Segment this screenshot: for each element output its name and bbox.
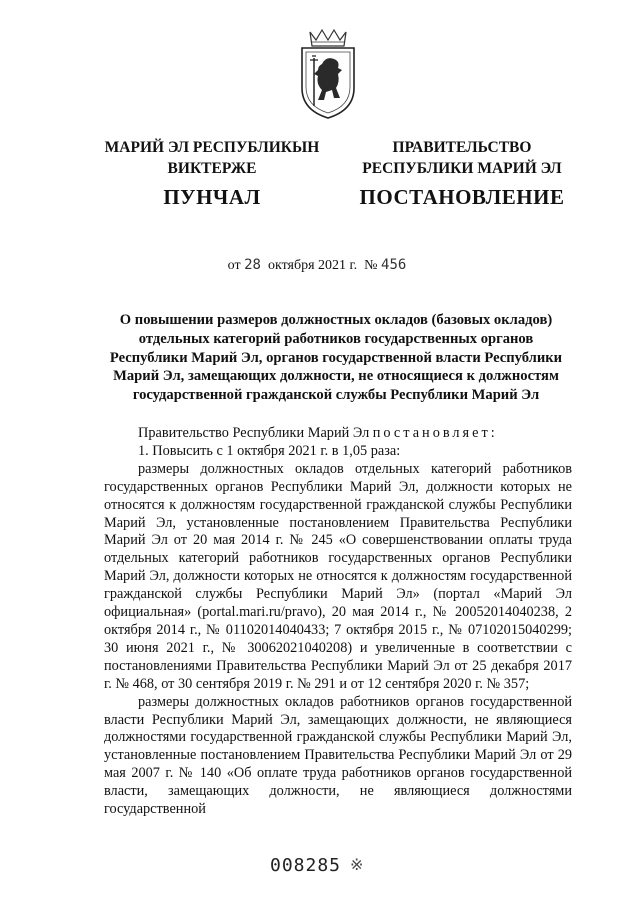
intro-decree-word: постановляет: [372,425,498,441]
title-line: О повышении размеров должностных окладов (базовых окладов) [119,312,553,328]
header-left-title: ПУНЧАЛ [163,185,261,209]
document-number: 456 [381,257,407,273]
title-line: отдельных категорий работников государственных органов [138,330,534,347]
header-mari-block [92,137,332,210]
header-right-line2: РЕСПУБЛИКИ МАРИЙ ЭЛ [362,160,562,177]
date-day: 28 [244,257,261,273]
title-line: Марий Эл, замещающих должности, не относящиеся к должностям [113,368,559,385]
number-sign: № [364,258,378,273]
intro-text: Правительство Республики Марий Эл [138,425,370,441]
salary-staff-paragraph: размеры должностных окладов отдельных категорий работников государственных органов Республики Марий Эл, должности которых не относятся к должностям государственной гражданской службы Республики Марий Эл, установленные постановлением Правительства Республики Марий Эл от 20 мая 2014 г. № 245 «О совершенствовании оплаты труда отдельных категорий работников государственных органов Республики Марий Эл, должности которых не относятся к должностям государственной гражданской службы Республики Марий Эл» (портал «Марий Эл официальная» (portal.mari.ru/pravo), 20 мая 2014 г., № 20052014040238, 2 октября 2014 г., № 01102014040433; 7 октября 2015 г., № 07102015040299; 30 июня 2021 г., № 30062021040208) и увеличенные в соответствии с постановлениями Правительства Республики Марий Эл от 25 декабря 2017 г. № 468, от 30 сентября 2019 г. № 291 и от 12 сентября 2020 г. № 357; [104,460,572,692]
header-left-line2: ВИКТЕРЖЕ [167,160,257,177]
date-number-line [0,257,634,274]
header-right-title: ПОСТАНОВЛЕНИЕ [359,185,565,209]
document-body [104,425,572,819]
header-right-line1: ПРАВИТЕЛЬСТВО [392,139,532,156]
title-line: Республики Марий Эл, органов государственной власти Республики [109,349,563,366]
document-title [92,311,580,405]
title-line: государственной гражданской службы Республики Марий Эл [132,387,540,404]
coat-of-arms-emblem [296,26,360,122]
serial-number: 008285 [270,855,342,876]
serial-mark-icon: ※ [350,857,364,874]
intro-paragraph [104,425,572,443]
date-month-year: октября 2021 г. [267,258,358,273]
date-prefix: от [227,258,241,273]
item-1-paragraph: 1. Повысить с 1 октября 2021 г. в 1,05 раза: [138,442,401,459]
header-russian-block [352,137,572,210]
header-left-line1: МАРИЙ ЭЛ РЕСПУБЛИКЫН [104,139,320,156]
salary-officials-paragraph: размеры должностных окладов работников органов государственной власти Республики Марий Эл, замещающих должности, не являющиеся должностями государственной гражданской службы Республики Марий Эл, установленные постановлением Правительства Республики Марий Эл от 29 мая 2007 г. № 140 «Об оплате труда работников органов государственной власти, замещающих должности, не являющиеся должностями государственной [104,693,572,818]
